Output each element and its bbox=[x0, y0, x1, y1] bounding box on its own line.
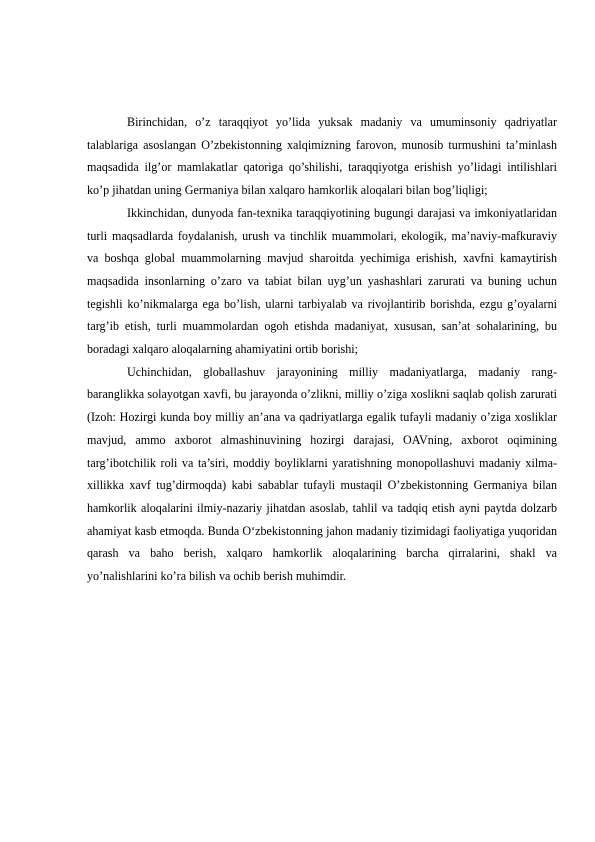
paragraph-second: Ikkinchidan, dunyoda fan-texnika taraqqiyotining bugungi darajasi va imkoniyatlaridan turli maqsadlarda foydalanish, urush va tinchlik muammolari, ekologik, ma’naviy-mafkuraviy va boshqa global muammolarning mavjud sharoitda yechimiga erishish, xavfni kamaytirish maqsadida insonlarning o’zaro va tabiat bilan uyg’un yashashlari zarurati va buning uchun tegishli ko’nikmalarga ega bo’lish, ularni tarbiyalab va rivojlantirib borishda, ezgu g’oyalarni targ’ib etish, turli muammolardan ogoh etishda madaniyat, xususan, san’at sohalarining, bu boradagi xalqaro aloqalarning ahamiyatini ortib borishi; bbox=[87, 205, 557, 357]
document-body bbox=[87, 111, 557, 588]
paragraph-first: Birinchidan, o’z taraqqiyot yo’lida yuksak madaniy va umuminsoniy qadriyatlar talablariga asoslangan O’zbekistonning xalqimizning farovon, munosib turmushini ta’minlash maqsadida ilg’or mamlakatlar qatoriga qo’shilishi, taraqqiyotga erishish yo’lidagi intilishlari ko’p jihatdan uning Germaniya bilan xalqaro hamkorlik aloqalari bilan bog’liqligi; bbox=[87, 115, 557, 198]
paragraph-third: Uchinchidan, globallashuv jarayonining milliy madaniyatlarga, madaniy rang-baranglikka solayotgan xavfi, bu jarayonda o’zlikni, milliy o’ziga xoslikni saqlab qolish zarurati (Izoh: Hozirgi kunda boy milliy an’ana va qadriyatlarga egalik tufayli madaniy o’ziga xosliklar mavjud, ammo axborot almashinuvining hozirgi darajasi, OAVning, axborot oqimining targ’ibotchilik roli va ta’siri, moddiy boyliklarni yaratishning monopollashuvi madaniy xilma-xillikka xavf tug’dirmoqda) kabi sabablar tufayli mustaqil O’zbekistonning Germaniya bilan hamkorlik aloqalarini ilmiy-nazariy jihatdan asoslab, tahlil va tadqiq etish ayni paytda dolzarb ahamiyat kasb etmoqda. Bunda O‘zbekistonning jahon madaniy tizimidagi faoliyatiga yuqoridan qarash va baho berish, xalqaro hamkorlik aloqalarining barcha qirralarini, shakl va yo’nalishlarini ko’ra bilish va ochib berish muhimdir. bbox=[87, 364, 557, 584]
